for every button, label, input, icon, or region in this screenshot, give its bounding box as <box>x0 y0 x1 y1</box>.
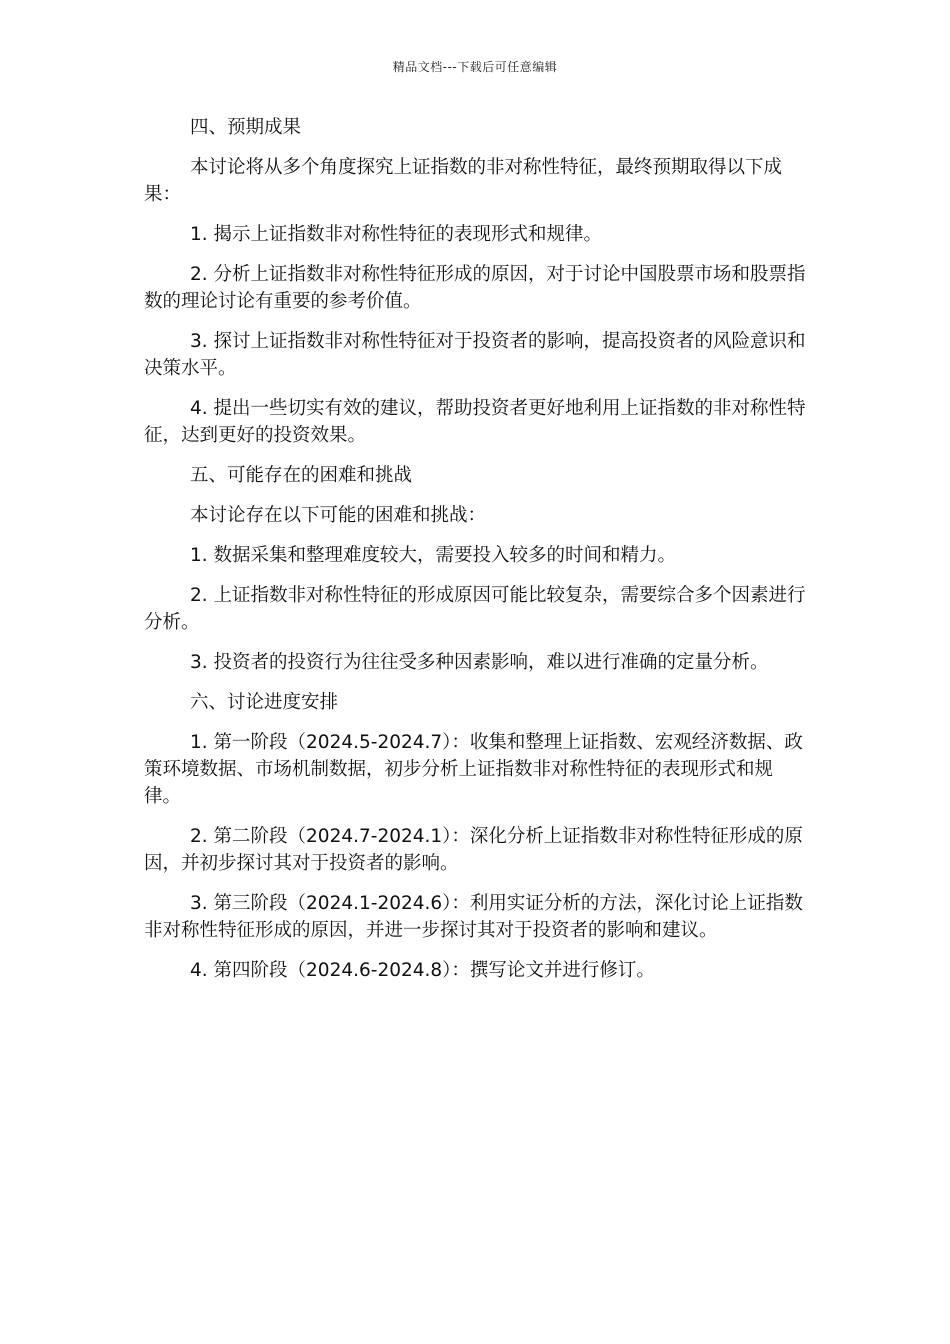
list-item: 2. 上证指数非对称性特征的形成原因可能比较复杂，需要综合多个因素进行分析。 <box>144 585 806 633</box>
list-item: 2. 第二阶段（2024.7-2024.1）：深化分析上证指数非对称性特征形成的原因，并初步探讨其对于投资者的影响。 <box>144 826 803 874</box>
list-item: 2. 分析上证指数非对称性特征形成的原因，对于讨论中国股票市场和股票指数的理论讨论有重要的参考价值。 <box>144 264 806 312</box>
section-intro-expected-results: 本讨论将从多个角度探究上证指数的非对称性特征，最终预期取得以下成果： <box>144 157 783 205</box>
page-header: 精品文档---下载后可任意编辑 <box>392 60 558 74</box>
list-item: 1. 揭示上证指数非对称性特征的表现形式和规律。 <box>190 224 603 245</box>
list-item: 4. 第四阶段（2024.6-2024.8）：撰写论文并进行修订。 <box>190 960 655 981</box>
list-item: 1. 第一阶段（2024.5-2024.7）：收集和整理上证指数、宏观经济数据、政策环境数据、市场机制数据，初步分析上证指数非对称性特征的表现形式和规律。 <box>144 732 803 807</box>
list-item: 3. 探讨上证指数非对称性特征对于投资者的影响，提高投资者的风险意识和决策水平。 <box>144 331 806 379</box>
section-heading-schedule: 六、讨论进度安排 <box>190 692 339 713</box>
section-heading-difficulties: 五、可能存在的困难和挑战 <box>190 465 413 486</box>
list-item: 3. 投资者的投资行为往往受多种因素影响，难以进行准确的定量分析。 <box>190 652 769 673</box>
section-intro-difficulties: 本讨论存在以下可能的困难和挑战： <box>190 505 487 526</box>
list-item: 1. 数据采集和整理难度较大，需要投入较多的时间和精力。 <box>190 545 677 566</box>
document-body <box>144 114 806 997</box>
list-item: 4. 提出一些切实有效的建议，帮助投资者更好地利用上证指数的非对称性特征，达到更好的投资效果。 <box>144 398 806 446</box>
list-item: 3. 第三阶段（2024.1-2024.6）：利用实证分析的方法，深化讨论上证指数非对称性特征形成的原因，并进一步探讨其对于投资者的影响和建议。 <box>144 893 803 941</box>
section-heading-expected-results: 四、预期成果 <box>190 117 302 138</box>
